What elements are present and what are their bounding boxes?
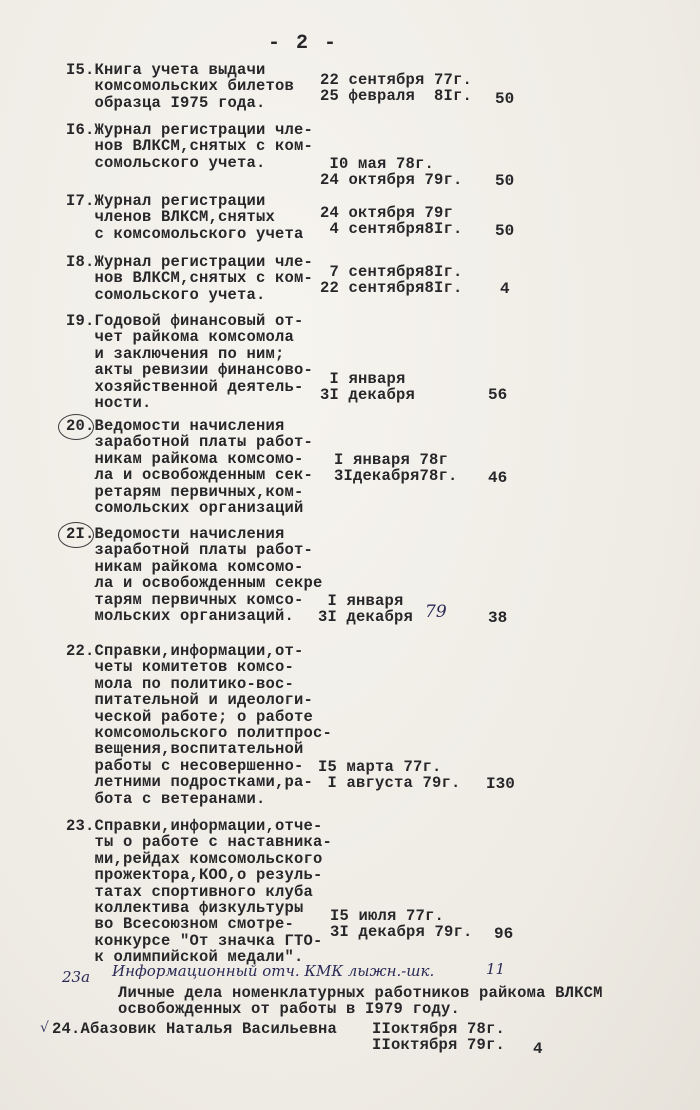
item-16-dates: I0 мая 78г. 24 октября 79г.	[320, 155, 463, 190]
item-16-count: 50	[495, 172, 515, 190]
check-mark: √	[40, 1020, 49, 1036]
item-24-count: 4	[533, 1040, 543, 1058]
item-22-count: I30	[486, 775, 515, 793]
page-number: - 2 -	[268, 32, 339, 55]
section-heading: Личные дела номенклатурных работников райкома ВЛКСМ освобожденных от работы в I979 году.	[118, 984, 603, 1019]
item-19-count: 56	[488, 386, 508, 404]
item-17-dates: 24 октября 79г 4 сентября8Iг.	[320, 204, 463, 239]
item-15-count: 50	[495, 90, 515, 108]
item-19-dates: I января 3I декабря	[320, 370, 416, 405]
item-16-title: I6.Журнал регистрации чле- нов ВЛКСМ,снятых с ком- сомольского учета.	[66, 121, 314, 172]
item-22-dates: I5 марта 77г. I августа 79г.	[318, 758, 461, 793]
item-24-name: 24.Абазовик Наталья Васильевна	[52, 1020, 338, 1038]
item-21-count: 38	[488, 609, 508, 627]
item-22-title: 22.Справки,информации,от- четы комитетов комсо- мола по политико-вос- питательной и идеологи- ческой работе; о работе комсомольского политпрос- вещения,воспитательной работы с несовершенно- летними подростками,ра- бота с ветеранами.	[66, 642, 333, 808]
item-15-title: I5.Книга учета выдачи комсомольских билетов образца I975 года.	[66, 61, 295, 112]
item-15-dates: 22 сентября 77г. 25 февраля 8Iг.	[320, 71, 473, 106]
item-23-dates: I5 июля 77г. 3I декабря 79г.	[330, 907, 473, 942]
item-18-count: 4	[500, 280, 510, 298]
item-23-title: 23.Справки,информации,отче- ты о работе с наставника- ми,рейдах комсомольского прожектора,КОО,о резуль- татах спортивного клуба коллектива физкультуры во Всесоюзном смотре- конкурсе "От значка ГТО- к олимпийской медали".	[66, 817, 333, 967]
item-20-count: 46	[488, 469, 508, 487]
item-23-count: 96	[494, 925, 514, 943]
item-24-dates: IIоктября 78г. IIоктября 79г.	[372, 1020, 506, 1055]
item-18-title: I8.Журнал регистрации чле- нов ВЛКСМ,снятых с ком- сомольского учета.	[66, 253, 314, 304]
handwritten-note-count: 11	[486, 960, 506, 978]
item-18-dates: 7 сентября8Iг. 22 сентября8Iг.	[320, 263, 463, 298]
item-20-title: 20.Ведомости начисления заработной платы работ- никам райкома комсомо- ла и освобожденным сек- ретарям первичных,ком- сомольских организаций	[66, 417, 314, 518]
item-21-handwritten-year: 79	[425, 602, 447, 622]
item-21-dates: I января 3I декабря	[318, 592, 414, 627]
handwritten-note: Информационный отч. КМК лыжн.-шк.	[112, 962, 435, 980]
item-21-title: 2I.Ведомости начисления заработной платы работ- никам райкома комсомо- ла и освобожденным секре тарям первичных комсо- мольских организаций.	[66, 525, 323, 626]
item-19-title: I9.Годовой финансовый от- чет райкома комсомола и заключения по ним; акты ревизии финансово- хозяйственной деятель- ности.	[66, 312, 314, 413]
item-20-dates: I января 78г 3Iдекабря78г.	[334, 451, 458, 486]
item-17-count: 50	[495, 222, 515, 240]
handwritten-item-number: 23а	[62, 968, 91, 986]
item-17-title: I7.Журнал регистрации членов ВЛКСМ,снятых с комсомольского учета	[66, 192, 304, 243]
